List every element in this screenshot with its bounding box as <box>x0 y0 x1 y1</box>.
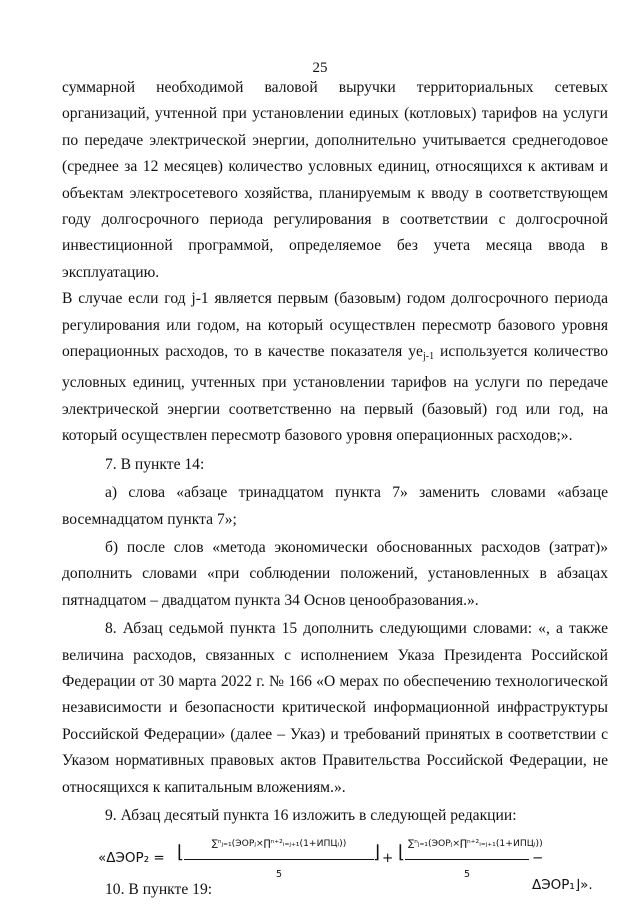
paragraph-base-year <box>62 286 608 449</box>
formula-tail: − ΔЭОР₁⌋». <box>532 850 593 893</box>
formula-denominator-1: 5 <box>275 868 283 880</box>
paragraph-base-year-text-1: В случае если год j-1 является первым (базовым) годом долгосрочного периода регулирования или годом, на который осуществлен пересмотр базового уровня операционных расходов, то в качестве показателя ye <box>62 290 608 361</box>
subscript-j-1: j-1 <box>422 351 435 363</box>
formula-numerator-1: ∑ⁿⱼ₌₁(ЭОРⱼ×∏ⁿ⁺²ᵢ₌ⱼ₊₁(1+ИПЦᵢ)) <box>211 838 347 850</box>
formula-fraction-1 <box>184 831 374 888</box>
item-8: 8. Абзац седьмой пункта 15 дополнить следующими словами: «, а также величина расходов, связанных с исполнением Указа Президента Российской Федерации от 30 марта 2022 г. № 166 «О мерах по обеспечению технологической независимости и безопасности критической информационной инфраструктуры Российской Федерации» (далее – Указ) и требований принятых в соответствии с Указом нормативных правовых актов Правительства Российской Федерации, не относящихся к капитальным вложениям.». <box>62 620 608 796</box>
paragraph-continuation: суммарной необходимой валовой выручки территориальных сетевых организаций, учтенной при установлении единых (котловых) тарифов на услуги по передаче электрической энергии, дополнительно учитывается среднегодовое (среднее за 12 месяцев) количество условных единиц, относящихся к активам и объектам электросетевого хозяйства, планируемым к вводу в соответствующем году долгосрочного периода регулирования в соответствии с долгосрочной инвестиционной программой, определяемое без учета месяца ввода в эксплуатацию. <box>62 79 608 281</box>
document-body <box>62 75 608 904</box>
page-number: 25 <box>312 60 328 76</box>
formula-numerator-2: ∑ⁿⱼ₌₁(ЭОРⱼ×∏ⁿ⁺²ᵢ₌ⱼ₊₁(1+ИПЦᵢ)) <box>408 838 543 850</box>
formula-open-bracket-2: ⌊ <box>398 842 406 864</box>
formula-close-bracket-1: ⌋ <box>373 842 381 864</box>
paragraph-base-year-text-2: используется количество условных единиц, учтенных при установлении тарифов на услуги по передаче электрической энергии соответственно на первый (базовый) год или год, на который осуществлен пересмотр базового уровня операционных расходов;». <box>62 343 609 445</box>
item-7a: а) слова «абзаце тринадцатом пункта 7» заменить словами «абзаце восемнадцатом пункта 7»; <box>62 484 608 528</box>
fraction-bar-1 <box>184 859 374 860</box>
item-7-heading: 7. В пункте 14: <box>105 455 205 473</box>
item-7b: б) после слов «метода экономически обоснованных расходов (затрат)» дополнить словами «при соблюдении положений, установленных в абзацах пятнадцатом – двадцатом пункта 34 Основ ценообразования.». <box>62 538 608 609</box>
formula-denominator-2: 5 <box>463 868 471 880</box>
formula-lhs: «ΔЭОР₂ = <box>98 850 165 867</box>
formula-fraction-2 <box>405 831 543 888</box>
item-9: 9. Абзац десятый пункта 16 изложить в следующей редакции: <box>105 806 517 824</box>
formula-plus: + <box>382 850 394 867</box>
formula-open-bracket-1: ⌊ <box>177 842 185 864</box>
item-10: 10. В пункте 19: <box>105 881 213 899</box>
fraction-bar-2 <box>405 859 529 860</box>
